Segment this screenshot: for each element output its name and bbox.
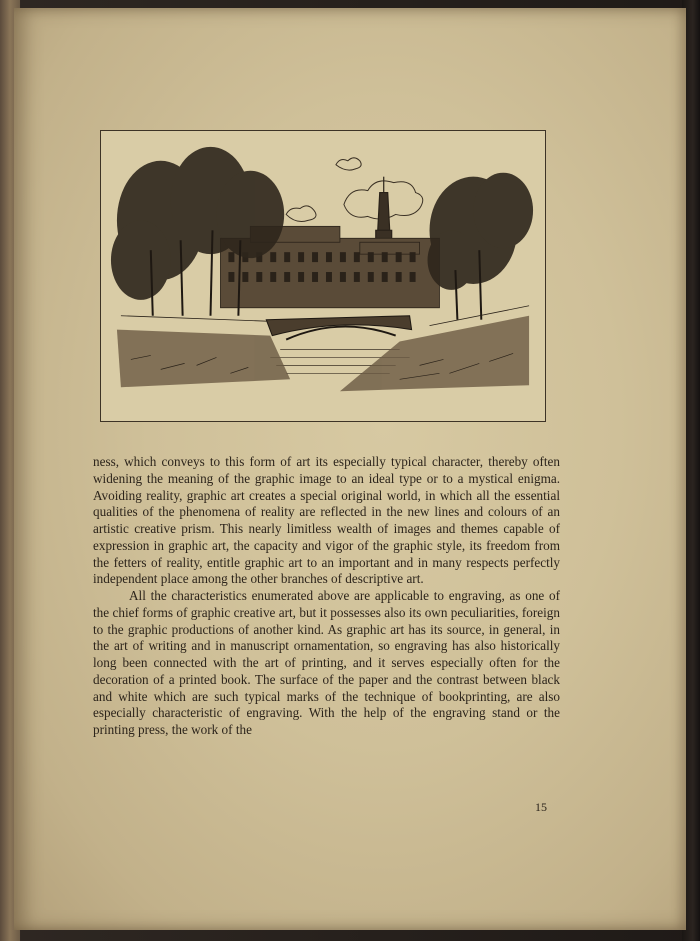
page-number: 15: [535, 800, 547, 814]
book-page: [14, 8, 686, 930]
paragraph-2: All the characteristics enumerated above are applicable to engraving, as one of the chief forms of graphic creative art, but it possesses also its own peculiarities, foreign to the graphic productions of another kind. As graphic art has its source, in general, in the art of writing and in manuscript ornamentation, so engraving has also historically long been connected with the art of printing, and it serves especially often for the decoration of a printed book. The surface of the paper and the contrast between black and white which are such typical marks of the technique of bookprinting, are also especially characteristic of engraving. With the help of the engraving stand or the printing press, the work of the: [93, 588, 560, 737]
body-text: [93, 454, 560, 739]
paragraph-1: ness, which conveys to this form of art its especially typical character, thereby often widening the meaning of the graphic image to an ideal type or to a mystical enigma. Avoiding reality, graphic art creates a special original world, in which all the essential qualities of the phenomena of reality are reflected in the new lines and colours of an artistic creative prism. This nearly limitless wealth of images and themes capable of expression in graphic art, the capacity and vigor of the graphic style, its freedom from the fetters of reality, entitle graphic art to an important and in many respects perfectly independent place among the other branches of descriptive art.: [93, 454, 560, 587]
castle-bridge-drawing: [101, 131, 545, 421]
engraving-illustration: [100, 130, 546, 422]
